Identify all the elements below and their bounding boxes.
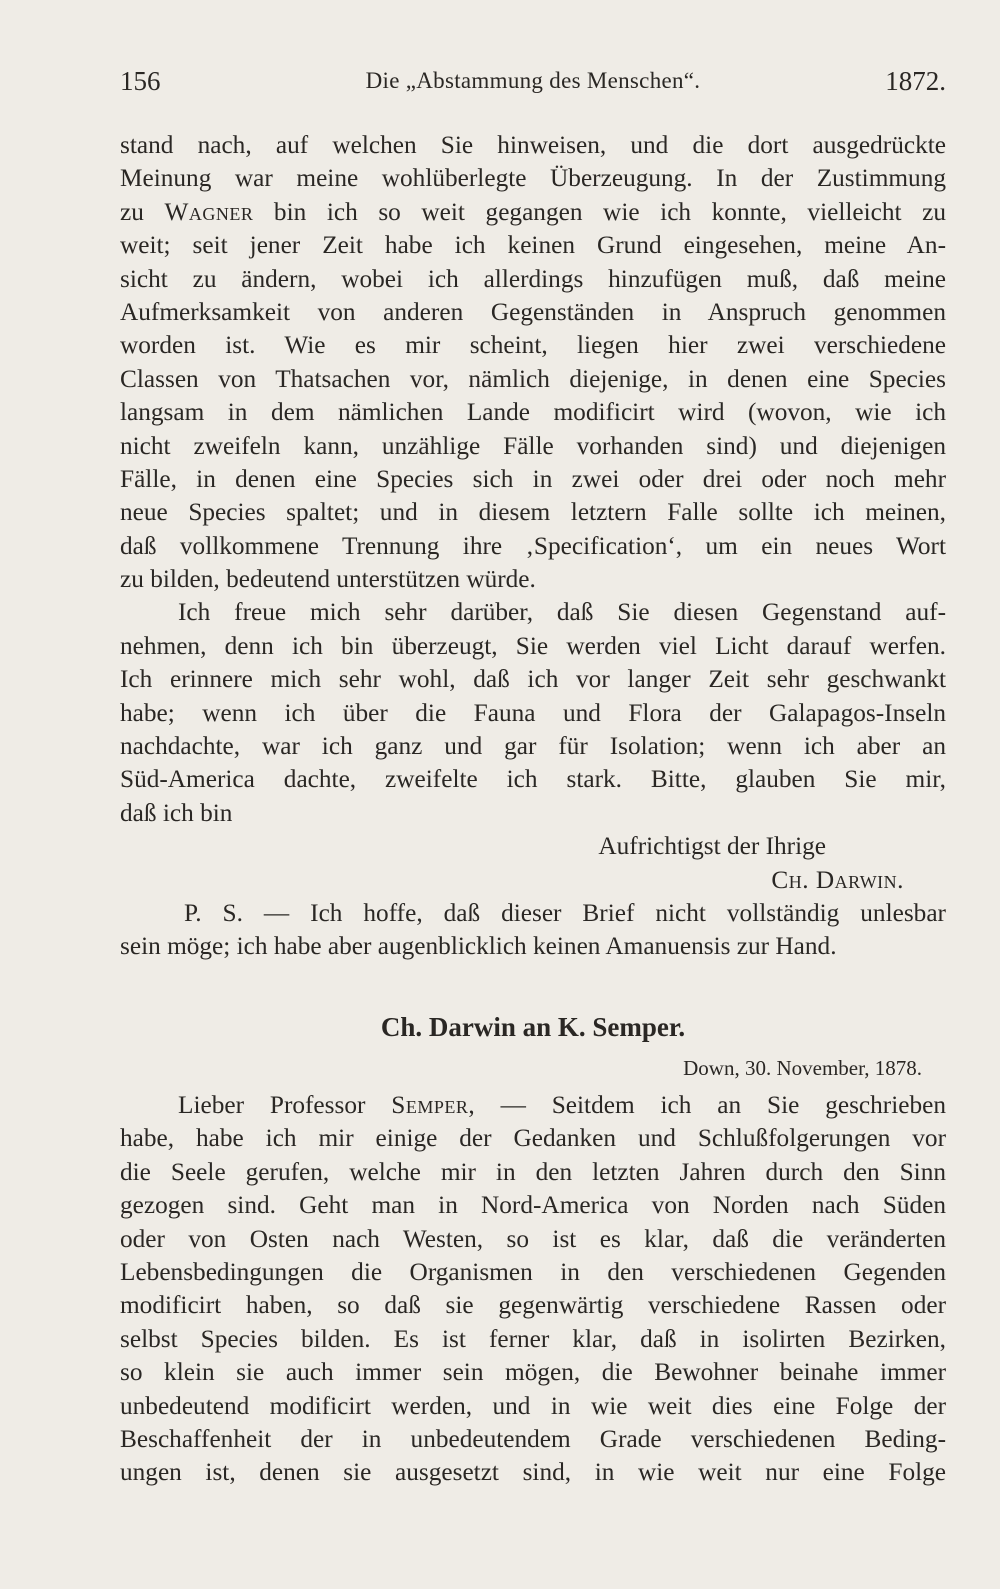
text-line: Beschaffenheit der in unbedeutendem Grade verschiedenen Beding- — [120, 1424, 946, 1453]
text-line: modificirt haben, so daß sie gegenwärtig verschiedene Rassen oder — [120, 1291, 946, 1320]
text-line: Süd-America dachte, zweifelte ich stark. Bitte, glauben Sie mir, — [120, 765, 946, 794]
text-line: Aufmerksamkeit von anderen Gegenständen in Anspruch genommen — [120, 297, 946, 326]
text-line: Meinung war meine wohlüberlegte Überzeugung. In der Zustimmung — [120, 164, 946, 193]
letter-text-bottom — [120, 1089, 946, 1490]
text-line: langsam in dem nämlichen Lande modificirt wird (wovon, wie ich — [120, 398, 946, 427]
text-line: die Seele gerufen, welche mir in den letzten Jahren durch den Sinn — [120, 1157, 946, 1186]
text-line: Lebensbedingungen die Organismen in den verschiedenen Gegenden — [120, 1257, 946, 1286]
text-line: daß ich bin — [120, 798, 233, 827]
text-line: zu bilden, bedeutend unterstützen würde. — [120, 565, 536, 594]
text-line: nehmen, denn ich bin überzeugt, Sie werden viel Licht darauf werfen. — [120, 631, 946, 660]
text-line: zu Wagner bin ich so weit gegangen wie ich konnte, vielleicht zu — [120, 197, 946, 226]
text-line: oder von Osten nach Westen, so ist es klar, daß die veränderten — [120, 1224, 946, 1253]
text-line: worden ist. Wie es mir scheint, liegen hier zwei verschiedene — [120, 331, 946, 360]
text-line: habe, habe ich mir einige der Gedanken und Schlußfolgerungen vor — [120, 1124, 946, 1153]
small-caps-name: Wagner — [164, 197, 254, 226]
text-line: Ich erinnere mich sehr wohl, daß ich vor langer Zeit sehr geschwankt — [120, 665, 946, 694]
page-number: 156 — [120, 66, 161, 96]
text-line: sicht zu ändern, wobei ich allerdings hinzufügen muß, daß meine — [120, 264, 946, 293]
letter-heading: Ch. Darwin an K. Semper. — [380, 1012, 686, 1042]
text-line: gezogen sind. Geht man in Nord-America von Norden nach Süden — [120, 1191, 946, 1220]
text-line: nicht zweifeln kann, unzählige Fälle vorhanden sind) und diejenigen — [120, 431, 946, 460]
postscript-line: sein möge; ich habe aber augenblicklich keinen Amanuensis zur Hand. — [120, 932, 837, 961]
text-line: so klein sie auch immer sein mögen, die Bewohner beinahe immer — [120, 1358, 946, 1387]
text-line: Lieber Professor Semper, — Seitdem ich an Sie geschrieben — [178, 1091, 946, 1119]
text-line: weit; seit jener Zeit habe ich keinen Grund eingesehen, meine An- — [120, 231, 946, 260]
text-line: neue Species spaltet; und in diesem letztern Falle sollte ich meinen, — [120, 498, 946, 527]
header-year: 1872. — [885, 66, 946, 96]
text-line: stand nach, auf welchen Sie hinweisen, und die dort ausgedrückte — [120, 131, 946, 159]
text-line: nachdachte, war ich ganz und gar für Isolation; wenn ich aber an — [120, 732, 946, 761]
text-line: selbst Species bilden. Es ist ferner klar, daß in isolirten Bezirken, — [120, 1324, 946, 1353]
text-line: Classen von Thatsachen vor, nämlich diejenige, in denen eine Species — [120, 364, 946, 393]
running-title: Die „Abstammung des Menschen“. — [365, 68, 701, 93]
text-line: daß vollkommene Trennung ihre ‚Specification‘, um ein neues Wort — [120, 531, 946, 560]
closing-salutation: Aufrichtigst der Ihrige — [598, 832, 826, 861]
text-line: Fälle, in denen eine Species sich in zwei oder drei oder noch mehr — [120, 464, 946, 493]
small-caps-name: Semper — [391, 1091, 469, 1119]
dateline: Down, 30. November, 1878. — [683, 1056, 922, 1080]
text-line: ungen ist, denen sie ausgesetzt sind, in wie weit nur eine Folge — [120, 1458, 946, 1487]
signature: Ch. Darwin. — [771, 865, 904, 894]
postscript-line: P. S. — Ich hoffe, daß dieser Brief nicht vollständig unlesbar — [184, 898, 946, 927]
text-line: Ich freue mich sehr darüber, daß Sie diesen Gegenstand auf- — [178, 598, 946, 627]
text-line: unbedeutend modificirt werden, und in wie weit dies eine Folge der — [120, 1391, 946, 1420]
text-line: habe; wenn ich über die Fauna und Flora der Galapagos-Inseln — [120, 698, 946, 727]
letter-text-top — [120, 129, 946, 964]
running-header — [120, 66, 946, 102]
